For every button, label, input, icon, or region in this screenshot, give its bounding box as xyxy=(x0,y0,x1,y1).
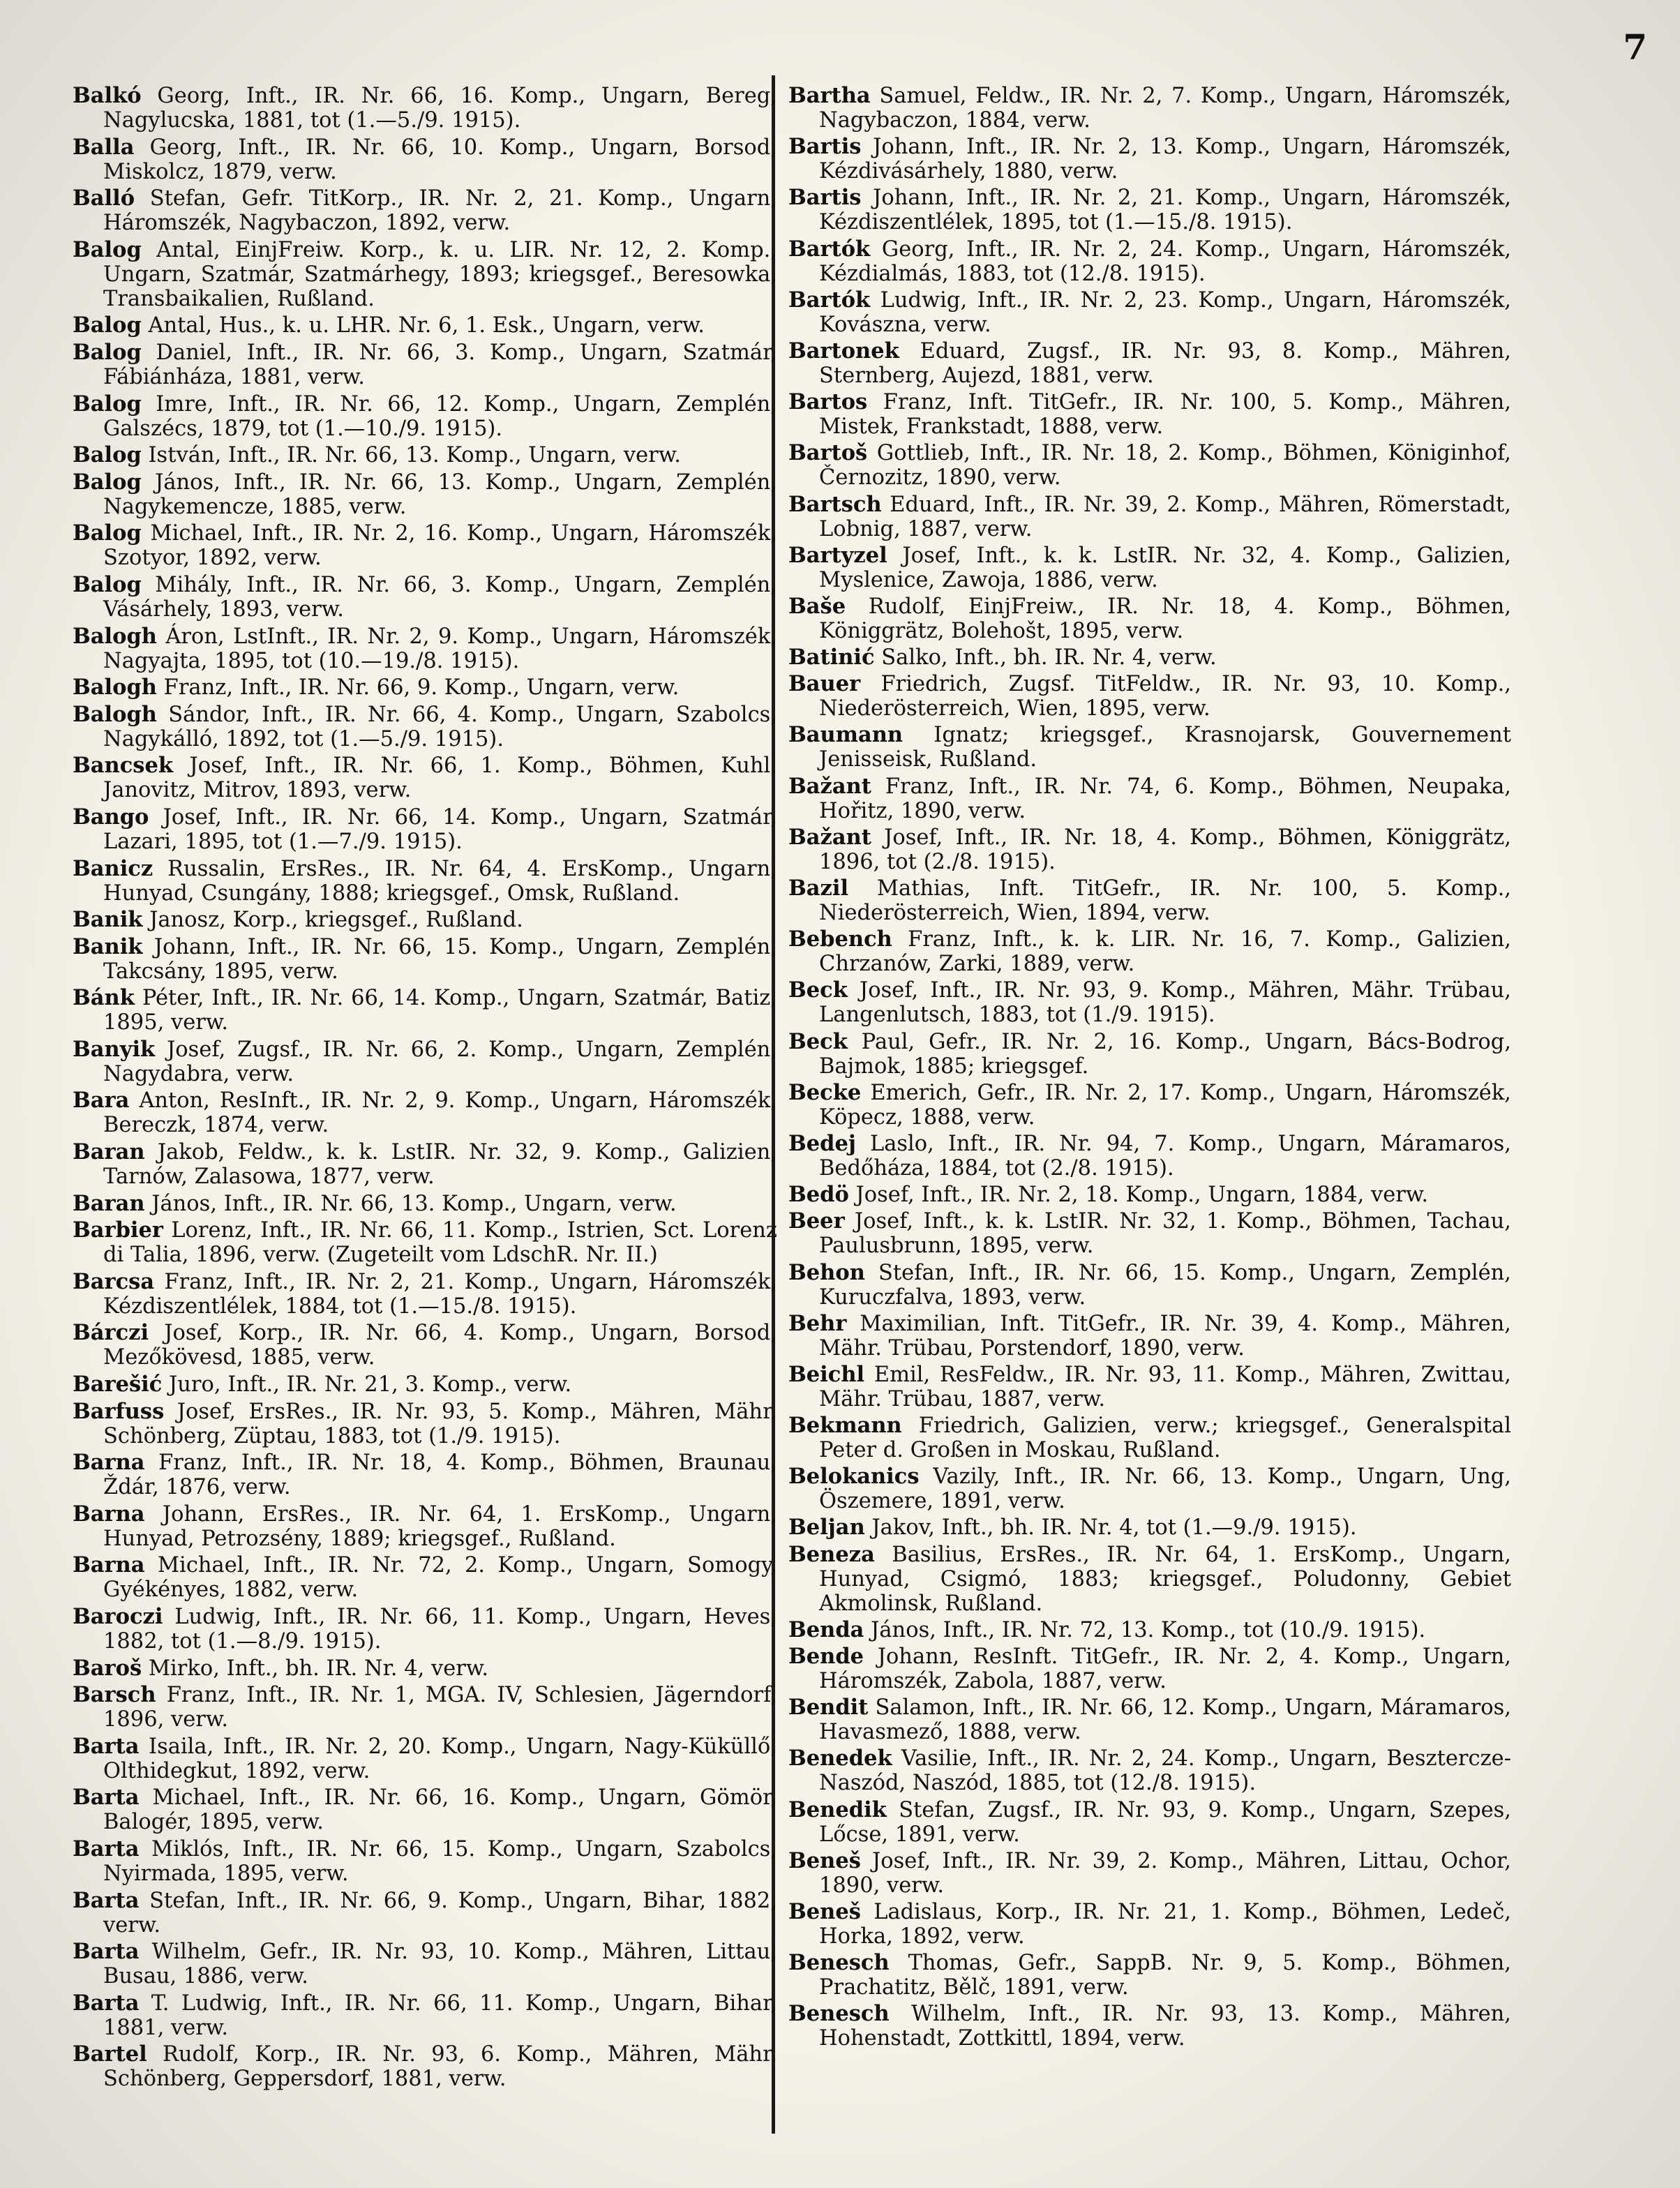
entry-details: Eduard, Zugsf., IR. Nr. 93, 8. Komp., Mähren, Sternberg, Aujezd, 1881, verw. xyxy=(819,338,1511,388)
entry-surname: Beichl xyxy=(788,1361,865,1387)
entry-details: Josef, Inft., IR. Nr. 66, 14. Komp., Ungarn, Szatmár, Lazari, 1895, tot (1.—7./9. 1915). xyxy=(103,804,777,854)
register-entry xyxy=(788,876,1511,925)
register-entry xyxy=(73,340,777,389)
entry-details: Stefan, Zugsf., IR. Nr. 93, 9. Komp., Ungarn, Szepes, Lőcse, 1891, verw. xyxy=(819,1797,1511,1847)
register-entry xyxy=(73,1140,777,1189)
entry-details: Georg, Inft., IR. Nr. 2, 24. Komp., Ungarn, Háromszék, Kézdialmás, 1883, tot (12./8. 1915). xyxy=(819,237,1511,286)
register-entry xyxy=(788,1618,1511,1642)
entry-surname: Bartók xyxy=(788,236,871,262)
entry-surname: Bartyzel xyxy=(788,542,887,568)
entry-details: Georg, Inft., IR. Nr. 66, 16. Komp., Ungarn, Bereg, Nagylucska, 1881, tot (1.—5./9. 1915). xyxy=(103,84,777,133)
register-entry xyxy=(73,1940,777,1988)
entry-surname: Bartis xyxy=(788,134,862,160)
entry-surname: Beneš xyxy=(788,1848,861,1873)
entry-surname: Behr xyxy=(788,1310,847,1336)
entry-surname: Bekmann xyxy=(788,1413,902,1439)
register-entry xyxy=(788,978,1511,1027)
register-entry xyxy=(788,927,1511,976)
register-entry xyxy=(788,774,1511,823)
entry-details: Ludwig, Inft., IR. Nr. 2, 23. Komp., Ungarn, Háromszék, Kovászna, verw. xyxy=(819,287,1511,337)
entry-details: Antal, EinjFreiw. Korp., k. u. LIR. Nr. 12, 2. Komp., Ungarn, Szatmár, Szatmárhegy, 1893; kriegsgef., Beresowka, Transbaikalien, Rußland. xyxy=(103,237,777,311)
entry-surname: Bartha xyxy=(788,83,871,108)
entry-details: T. Ludwig, Inft., IR. Nr. 66, 11. Komp., Ungarn, Bihar, 1881, verw. xyxy=(103,1991,777,2040)
entry-details: Johann, ErsRes., IR. Nr. 64, 1. ErsKomp., Ungarn, Hunyad, Petrozsény, 1889; kriegsgef., Rußland. xyxy=(103,1501,777,1551)
page-number: 7 xyxy=(1623,27,1648,68)
register-entry xyxy=(73,392,777,441)
entry-details: Emil, ResFeldw., IR. Nr. 93, 11. Komp., Mähren, Zwittau, Mähr. Trübau, 1887, verw. xyxy=(819,1362,1511,1411)
register-entry xyxy=(73,470,777,519)
entry-details: Josef, Inft., IR. Nr. 39, 2. Komp., Mähren, Littau, Ochor, 1890, verw. xyxy=(819,1848,1511,1898)
entry-surname: Benedik xyxy=(788,1797,887,1822)
entry-surname: Belokanics xyxy=(788,1464,920,1490)
register-entry xyxy=(788,594,1511,643)
register-entry xyxy=(73,857,777,906)
entry-details: Ignatz; kriegsgef., Krasnojarsk, Gouvernement Jenisseisk, Rußland. xyxy=(819,723,1511,772)
register-entry xyxy=(788,493,1511,541)
entry-surname: Bauer xyxy=(788,671,861,697)
entry-surname: Baran xyxy=(73,1139,145,1165)
entry-details: Vasilie, Inft., IR. Nr. 2, 24. Komp., Ungarn, Besztercze-Naszód, Naszód, 1885, tot (12./8. 1915). xyxy=(819,1746,1511,1796)
entry-details: Daniel, Inft., IR. Nr. 66, 3. Komp., Ungarn, Szatmár, Fábiánháza, 1881, verw. xyxy=(103,340,777,389)
entry-details: Janosz, Korp., kriegsgef., Rußland. xyxy=(142,908,523,933)
register-entry xyxy=(73,2042,777,2091)
entry-details: Paul, Gefr., IR. Nr. 2, 16. Komp., Ungarn, Bács-Bodrog, Bajmok, 1885; kriegsgef. xyxy=(819,1029,1511,1079)
entry-surname: Bendit xyxy=(788,1695,869,1721)
entry-details: Josef, Inft., IR. Nr. 66, 1. Komp., Böhmen, Kuhl. Janovitz, Mitrov, 1893, verw. xyxy=(103,754,777,803)
register-entry xyxy=(788,1900,1511,1949)
entry-surname: Bažant xyxy=(788,773,871,799)
entry-details: Josef, Inft., IR. Nr. 2, 18. Komp., Ungarn, 1884, verw. xyxy=(848,1183,1429,1208)
entry-details: Johann, Inft., IR. Nr. 2, 21. Komp., Ungarn, Háromszék, Kézdiszentlélek, 1895, tot (1.—15./8. 1915). xyxy=(819,186,1511,235)
entry-surname: Balkó xyxy=(73,83,142,108)
entry-details: Mathias, Inft. TitGefr., IR. Nr. 100, 5. Komp., Niederösterreich, Wien, 1894, verw. xyxy=(819,876,1511,925)
entry-details: Johann, Inft., IR. Nr. 2, 13. Komp., Ungarn, Háromszék, Kézdivásárhely, 1880, verw. xyxy=(819,135,1511,184)
entry-surname: Barcsa xyxy=(73,1268,155,1294)
register-entry xyxy=(788,186,1511,234)
left-column xyxy=(73,84,777,2094)
entry-details: Salamon, Inft., IR. Nr. 66, 12. Komp., Ungarn, Máramaros, Havasmező, 1888, verw. xyxy=(819,1695,1511,1745)
entry-details: Friedrich, Zugsf. TitFeldw., IR. Nr. 93, 10. Komp., Niederösterreich, Wien, 1895, verw. xyxy=(819,672,1511,721)
register-entry xyxy=(73,986,777,1035)
register-entry xyxy=(73,573,777,622)
entry-surname: Bartis xyxy=(788,185,862,211)
register-entry xyxy=(788,1414,1511,1462)
entry-details: Josef, Korp., IR. Nr. 66, 4. Komp., Ungarn, Borsod, Mezőkövesd, 1885, verw. xyxy=(103,1321,777,1370)
entry-details: Áron, LstInft., IR. Nr. 2, 9. Komp., Ungarn, Háromszék, Nagyajta, 1895, tot (10.—19./8. 1915). xyxy=(103,624,777,673)
register-entry xyxy=(73,1991,777,2040)
entry-surname: Balogh xyxy=(73,701,157,727)
register-entry xyxy=(73,1683,777,1732)
entry-surname: Bažant xyxy=(788,824,871,850)
entry-details: Gottlieb, Inft., IR. Nr. 18, 2. Komp., Böhmen, Königinhof, Černozitz, 1890, verw. xyxy=(819,441,1511,490)
entry-details: Josef, Zugsf., IR. Nr. 66, 2. Komp., Ungarn, Zemplén, Nagydabra, verw. xyxy=(103,1037,777,1086)
entry-surname: Balog xyxy=(73,442,142,468)
entry-details: Stefan, Gefr. TitKorp., IR. Nr. 2, 21. Komp., Ungarn, Háromszék, Nagybaczon, 1892, verw. xyxy=(103,186,777,236)
entry-details: Rudolf, Korp., IR. Nr. 93, 6. Komp., Mähren, Mähr. Schönberg, Geppersdorf, 1881, verw. xyxy=(103,2042,777,2092)
entry-details: János, Inft., IR. Nr. 66, 13. Komp., Ungarn, Zemplén, Nagykemencze, 1885, verw. xyxy=(103,470,777,519)
entry-details: István, Inft., IR. Nr. 66, 13. Komp., Ungarn, verw. xyxy=(141,443,681,468)
entry-surname: Balogh xyxy=(73,675,157,700)
register-entry xyxy=(73,703,777,751)
entry-surname: Balog xyxy=(73,469,142,495)
entry-details: Laslo, Inft., IR. Nr. 94, 7. Komp., Ungarn, Máramaros, Bedőháza, 1884, tot (2./8. 1915). xyxy=(819,1131,1511,1181)
entry-details: Josef, Inft., IR. Nr. 93, 9. Komp., Mähren, Mähr. Trübau, Langenlutsch, 1883, tot (1./9. 1915). xyxy=(819,978,1511,1028)
entry-details: Johann, Inft., IR. Nr. 66, 15. Komp., Ungarn, Zemplén, Takcsány, 1895, verw. xyxy=(103,934,777,984)
entry-details: Péter, Inft., IR. Nr. 66, 14. Komp., Ungarn, Szatmár, Batiz, 1895, verw. xyxy=(103,986,777,1035)
register-entry xyxy=(788,723,1511,772)
entry-details: Thomas, Gefr., SappB. Nr. 9, 5. Komp., Böhmen, Prachatitz, Bělč, 1891, verw. xyxy=(819,1951,1511,2000)
entry-details: Anton, ResInft., IR. Nr. 2, 9. Komp., Ungarn, Háromszék, Bereczk, 1874, verw. xyxy=(103,1088,777,1138)
entry-surname: Bara xyxy=(73,1088,130,1114)
register-entry xyxy=(788,1261,1511,1310)
entry-details: Emerich, Gefr., IR. Nr. 2, 17. Komp., Ungarn, Háromszék, Köpecz, 1888, verw. xyxy=(819,1080,1511,1130)
register-entry xyxy=(73,1837,777,1886)
entry-surname: Barna xyxy=(73,1552,145,1578)
entry-surname: Bazil xyxy=(788,876,849,901)
entry-surname: Banyik xyxy=(73,1036,156,1062)
entry-surname: Barna xyxy=(73,1501,145,1527)
entry-surname: Balog xyxy=(73,520,142,546)
entry-details: Isaila, Inft., IR. Nr. 2, 20. Komp., Ungarn, Nagy-Küküllő, Olthidegkut, 1892, verw. xyxy=(103,1734,777,1783)
entry-details: Juro, Inft., IR. Nr. 21, 3. Komp., verw. xyxy=(162,1372,572,1398)
register-entry xyxy=(788,237,1511,286)
entry-surname: Bango xyxy=(73,804,149,830)
entry-details: Basilius, ErsRes., IR. Nr. 64, 1. ErsKomp., Ungarn, Hunyad, Csigmó, 1883; kriegsgef., Poludonny, Gebiet Akmolinsk, Rußland. xyxy=(819,1542,1511,1616)
entry-surname: Beck xyxy=(788,1028,848,1054)
register-entry xyxy=(73,1218,777,1267)
entry-surname: Benda xyxy=(788,1617,864,1642)
entry-surname: Beck xyxy=(788,977,848,1003)
register-entry xyxy=(73,624,777,673)
entry-surname: Barta xyxy=(73,1836,140,1861)
register-entry xyxy=(73,1088,777,1137)
entry-surname: Barešić xyxy=(73,1372,163,1398)
entry-surname: Barbier xyxy=(73,1217,163,1243)
entry-surname: Bartonek xyxy=(788,338,899,364)
entry-details: Salko, Inft., bh. IR. Nr. 4, verw. xyxy=(874,645,1217,670)
register-entry xyxy=(788,1081,1511,1130)
entry-details: Josef, Inft., k. k. LstIR. Nr. 32, 1. Komp., Böhmen, Tachau, Paulusbrunn, 1895, verw. xyxy=(819,1209,1511,1259)
entry-surname: Barta xyxy=(73,1990,140,2016)
entry-surname: Bancsek xyxy=(73,753,173,779)
entry-surname: Balog xyxy=(73,571,142,597)
register-entry xyxy=(73,908,777,932)
register-entry xyxy=(73,84,777,133)
register-entry xyxy=(788,1464,1511,1513)
register-entry xyxy=(788,1746,1511,1795)
entry-details: Josef, Inft., k. k. LstIR. Nr. 32, 4. Komp., Galizien, Myslenice, Zawoja, 1886, verw. xyxy=(819,543,1511,592)
entry-details: Russalin, ErsRes., IR. Nr. 64, 4. ErsKomp., Ungarn, Hunyad, Csungány, 1888; kriegsgef., Omsk, Rußland. xyxy=(103,856,777,906)
entry-surname: Bedö xyxy=(788,1182,849,1208)
register-entry xyxy=(73,1270,777,1319)
entry-surname: Batinić xyxy=(788,645,875,670)
entry-details: Wilhelm, Inft., IR. Nr. 93, 13. Komp., Mähren, Hohenstadt, Zottkittl, 1894, verw. xyxy=(819,2002,1511,2051)
entry-surname: Balog xyxy=(73,237,142,262)
entry-surname: Beneza xyxy=(788,1541,875,1567)
register-entry xyxy=(73,1889,777,1938)
register-entry xyxy=(788,1849,1511,1898)
entry-details: Mirko, Inft., bh. IR. Nr. 4, verw. xyxy=(142,1656,489,1681)
entry-details: Johann, ResInft. TitGefr., IR. Nr. 2, 4. Komp., Ungarn, Háromszék, Zabola, 1887, verw. xyxy=(819,1644,1511,1693)
register-entry xyxy=(788,339,1511,388)
register-entry xyxy=(73,935,777,984)
entry-details: Michael, Inft., IR. Nr. 72, 2. Komp., Ungarn, Somogy, Gyékényes, 1882, verw. xyxy=(103,1553,777,1603)
register-entry xyxy=(788,441,1511,490)
entry-details: Ladislaus, Korp., IR. Nr. 21, 1. Komp., Böhmen, Ledeč, Horka, 1892, verw. xyxy=(819,1899,1511,1949)
entry-surname: Barfuss xyxy=(73,1398,165,1424)
entry-surname: Bartók xyxy=(788,287,871,313)
entry-details: Stefan, Inft., IR. Nr. 66, 9. Komp., Ungarn, Bihar, 1882, verw. xyxy=(103,1888,777,1938)
entry-details: Georg, Inft., IR. Nr. 66, 10. Komp., Ungarn, Borsod, Miskolcz, 1879, verw. xyxy=(103,135,777,184)
register-entry xyxy=(73,1321,777,1370)
entry-details: Lorenz, Inft., IR. Nr. 66, 11. Komp., Istrien, Sct. Lorenz di Talia, 1896, verw. (Zugeteilt vom LdschR. Nr. II.) xyxy=(103,1218,777,1268)
entry-details: Ludwig, Inft., IR. Nr. 66, 11. Komp., Ungarn, Heves, 1882, tot (1.—8./9. 1915). xyxy=(103,1605,777,1654)
register-entry xyxy=(73,1502,777,1551)
register-entry xyxy=(73,313,777,338)
register-entry xyxy=(73,443,777,467)
register-entry xyxy=(73,1372,777,1397)
register-entry xyxy=(73,1400,777,1448)
entry-surname: Barta xyxy=(73,1887,140,1913)
register-entry xyxy=(788,84,1511,133)
entry-details: Antal, Hus., k. u. LHR. Nr. 6, 1. Esk., Ungarn, verw. xyxy=(141,313,705,338)
entry-surname: Balogh xyxy=(73,623,157,649)
entry-details: Vazily, Inft., IR. Nr. 66, 13. Komp., Ungarn, Ung, Öszemere, 1891, verw. xyxy=(819,1464,1511,1514)
entry-surname: Beljan xyxy=(788,1515,865,1541)
entry-details: Eduard, Inft., IR. Nr. 39, 2. Komp., Mähren, Römerstadt, Lobnig, 1887, verw. xyxy=(819,492,1511,541)
register-entry xyxy=(73,675,777,700)
register-entry xyxy=(788,1312,1511,1361)
entry-details: Franz, Inft., IR. Nr. 66, 9. Komp., Ungarn, verw. xyxy=(156,675,680,700)
register-entry xyxy=(788,825,1511,874)
register-entry xyxy=(788,672,1511,721)
register-entry xyxy=(73,1192,777,1216)
entry-details: Franz, Inft. TitGefr., IR. Nr. 100, 5. Komp., Mähren, Mistek, Frankstadt, 1888, verw. xyxy=(819,390,1511,440)
register-entry xyxy=(788,645,1511,670)
entry-surname: Banicz xyxy=(73,855,153,881)
register-entry xyxy=(73,135,777,184)
register-entry xyxy=(788,390,1511,439)
entry-surname: Baroš xyxy=(73,1655,142,1681)
entry-surname: Benesch xyxy=(788,1950,890,1976)
register-entry xyxy=(788,1644,1511,1693)
entry-details: Josef, Inft., IR. Nr. 18, 4. Komp., Böhmen, Königgrätz, 1896, tot (2./8. 1915). xyxy=(819,825,1511,874)
entry-surname: Beneš xyxy=(788,1898,861,1924)
register-entry xyxy=(73,1656,777,1681)
register-entry xyxy=(788,1951,1511,2000)
entry-surname: Baumann xyxy=(788,722,903,748)
entry-surname: Balog xyxy=(73,339,142,365)
entry-details: Friedrich, Galizien, verw.; kriegsgef., Generalspital Peter d. Großen in Moskau, Rußland. xyxy=(819,1414,1511,1463)
entry-surname: Bánk xyxy=(73,985,135,1011)
entry-surname: Benesch xyxy=(788,2001,890,2027)
entry-surname: Baroczi xyxy=(73,1604,163,1629)
register-entry xyxy=(788,1030,1511,1079)
entry-surname: Behon xyxy=(788,1259,865,1285)
entry-details: Imre, Inft., IR. Nr. 66, 12. Komp., Ungarn, Zemplén, Galszécs, 1879, tot (1.—10./9. 1915). xyxy=(103,391,777,441)
entry-surname: Becke xyxy=(788,1079,862,1105)
register-entry xyxy=(73,521,777,570)
entry-details: Franz, Inft., IR. Nr. 18, 4. Komp., Böhmen, Braunau, Ždár, 1876, verw. xyxy=(103,1451,777,1500)
entry-surname: Bende xyxy=(788,1644,864,1669)
entry-details: Josef, ErsRes., IR. Nr. 93, 5. Komp., Mähren, Mähr. Schönberg, Züptau, 1883, tot (1./9. 1915). xyxy=(103,1399,777,1448)
entry-surname: Baše xyxy=(788,593,846,619)
register-entry xyxy=(73,1734,777,1783)
entry-surname: Bedej xyxy=(788,1130,856,1156)
entry-surname: Bartsch xyxy=(788,491,882,517)
entry-surname: Bebench xyxy=(788,927,892,952)
entry-surname: Bartoš xyxy=(788,440,868,466)
entry-surname: Barta xyxy=(73,1939,140,1965)
entry-details: Wilhelm, Gefr., IR. Nr. 93, 10. Komp., Mähren, Littau, Busau, 1886, verw. xyxy=(103,1940,777,1989)
entry-surname: Barta xyxy=(73,1785,140,1811)
entry-surname: Barta xyxy=(73,1733,140,1759)
register-entry xyxy=(788,1363,1511,1411)
entry-details: Mihály, Inft., IR. Nr. 66, 3. Komp., Ungarn, Zemplén, Vásárhely, 1893, verw. xyxy=(103,572,777,622)
entry-details: Franz, Inft., IR. Nr. 74, 6. Komp., Böhmen, Neupaka, Hořitz, 1890, verw. xyxy=(819,774,1511,823)
register-entry xyxy=(788,2002,1511,2051)
entry-details: Rudolf, EinjFreiw., IR. Nr. 18, 4. Komp., Böhmen, Königgrätz, Bolehošt, 1895, verw. xyxy=(819,594,1511,643)
entry-details: Michael, Inft., IR. Nr. 66, 16. Komp., Ungarn, Gömör, Balogér, 1895, verw. xyxy=(103,1785,777,1835)
register-entry xyxy=(788,1515,1511,1540)
entry-surname: Banik xyxy=(73,907,143,933)
entry-details: Maximilian, Inft. TitGefr., IR. Nr. 39, 4. Komp., Mähren, Mähr. Trübau, Porstendorf, 1890, verw. xyxy=(819,1311,1511,1361)
entry-details: Franz, Inft., IR. Nr. 2, 21. Komp., Ungarn, Háromszék, Kézdiszentlélek, 1884, tot (1.—15./8. 1915). xyxy=(103,1269,777,1319)
entry-surname: Balla xyxy=(73,134,135,160)
entry-surname: Beer xyxy=(788,1208,845,1234)
entry-surname: Barna xyxy=(73,1450,145,1476)
entry-surname: Balló xyxy=(73,186,135,211)
register-entry xyxy=(788,1209,1511,1258)
register-entry xyxy=(73,754,777,802)
entry-details: Samuel, Feldw., IR. Nr. 2, 7. Komp., Ungarn, Háromszék, Nagybaczon, 1884, verw. xyxy=(819,84,1511,133)
entry-details: Sándor, Inft., IR. Nr. 66, 4. Komp., Ungarn, Szabolcs, Nagykálló, 1892, tot (1.—5./9. 1915). xyxy=(103,702,777,751)
entry-details: Miklós, Inft., IR. Nr. 66, 15. Komp., Ungarn, Szabolcs, Nyirmada, 1895, verw. xyxy=(103,1836,777,1886)
entry-details: Jakov, Inft., bh. IR. Nr. 4, tot (1.—9./9. 1915). xyxy=(864,1515,1357,1541)
register-entry xyxy=(788,1543,1511,1616)
register-entry xyxy=(73,1037,777,1086)
register-entry xyxy=(73,186,777,235)
entry-details: János, Inft., IR. Nr. 72, 13. Komp., tot (10./9. 1915). xyxy=(864,1617,1426,1642)
entry-details: Jakob, Feldw., k. k. LstIR. Nr. 32, 9. Komp., Galizien, Tarnów, Zalasowa, 1877, verw. xyxy=(103,1140,777,1190)
register-entry xyxy=(788,288,1511,337)
register-entry xyxy=(788,1798,1511,1847)
entry-surname: Barsch xyxy=(73,1682,156,1708)
entry-details: Stefan, Inft., IR. Nr. 66, 15. Komp., Ungarn, Zemplén, Kuruczfalva, 1893, verw. xyxy=(819,1260,1511,1310)
register-entry xyxy=(788,1183,1511,1207)
register-entry xyxy=(73,1553,777,1602)
entry-surname: Balog xyxy=(73,313,142,338)
register-entry xyxy=(73,1785,777,1834)
entry-details: Franz, Inft., IR. Nr. 1, MGA. IV, Schlesien, Jägerndorf, 1896, verw. xyxy=(103,1683,777,1732)
register-entry xyxy=(73,1605,777,1654)
register-entry xyxy=(73,238,777,311)
entry-surname: Bartos xyxy=(788,389,868,415)
entry-details: Michael, Inft., IR. Nr. 2, 16. Komp., Ungarn, Háromszék, Szotyor, 1892, verw. xyxy=(103,521,777,571)
entry-surname: Bartel xyxy=(73,2041,147,2067)
register-entry xyxy=(788,1132,1511,1181)
entry-surname: Banik xyxy=(73,934,143,959)
entry-surname: Bárczi xyxy=(73,1320,149,1346)
right-column xyxy=(788,84,1511,2053)
register-entry xyxy=(788,135,1511,183)
entry-surname: Baran xyxy=(73,1190,145,1216)
entry-details: János, Inft., IR. Nr. 66, 13. Komp., Ungarn, verw. xyxy=(144,1191,677,1216)
register-entry xyxy=(788,1695,1511,1744)
entry-details: Franz, Inft., k. k. LIR. Nr. 16, 7. Komp., Galizien, Chrzanów, Zarki, 1889, verw. xyxy=(819,927,1511,977)
register-entry xyxy=(788,544,1511,592)
register-entry xyxy=(73,805,777,854)
entry-surname: Balog xyxy=(73,391,142,417)
entry-surname: Benedek xyxy=(788,1746,892,1771)
register-entry xyxy=(73,1451,777,1499)
